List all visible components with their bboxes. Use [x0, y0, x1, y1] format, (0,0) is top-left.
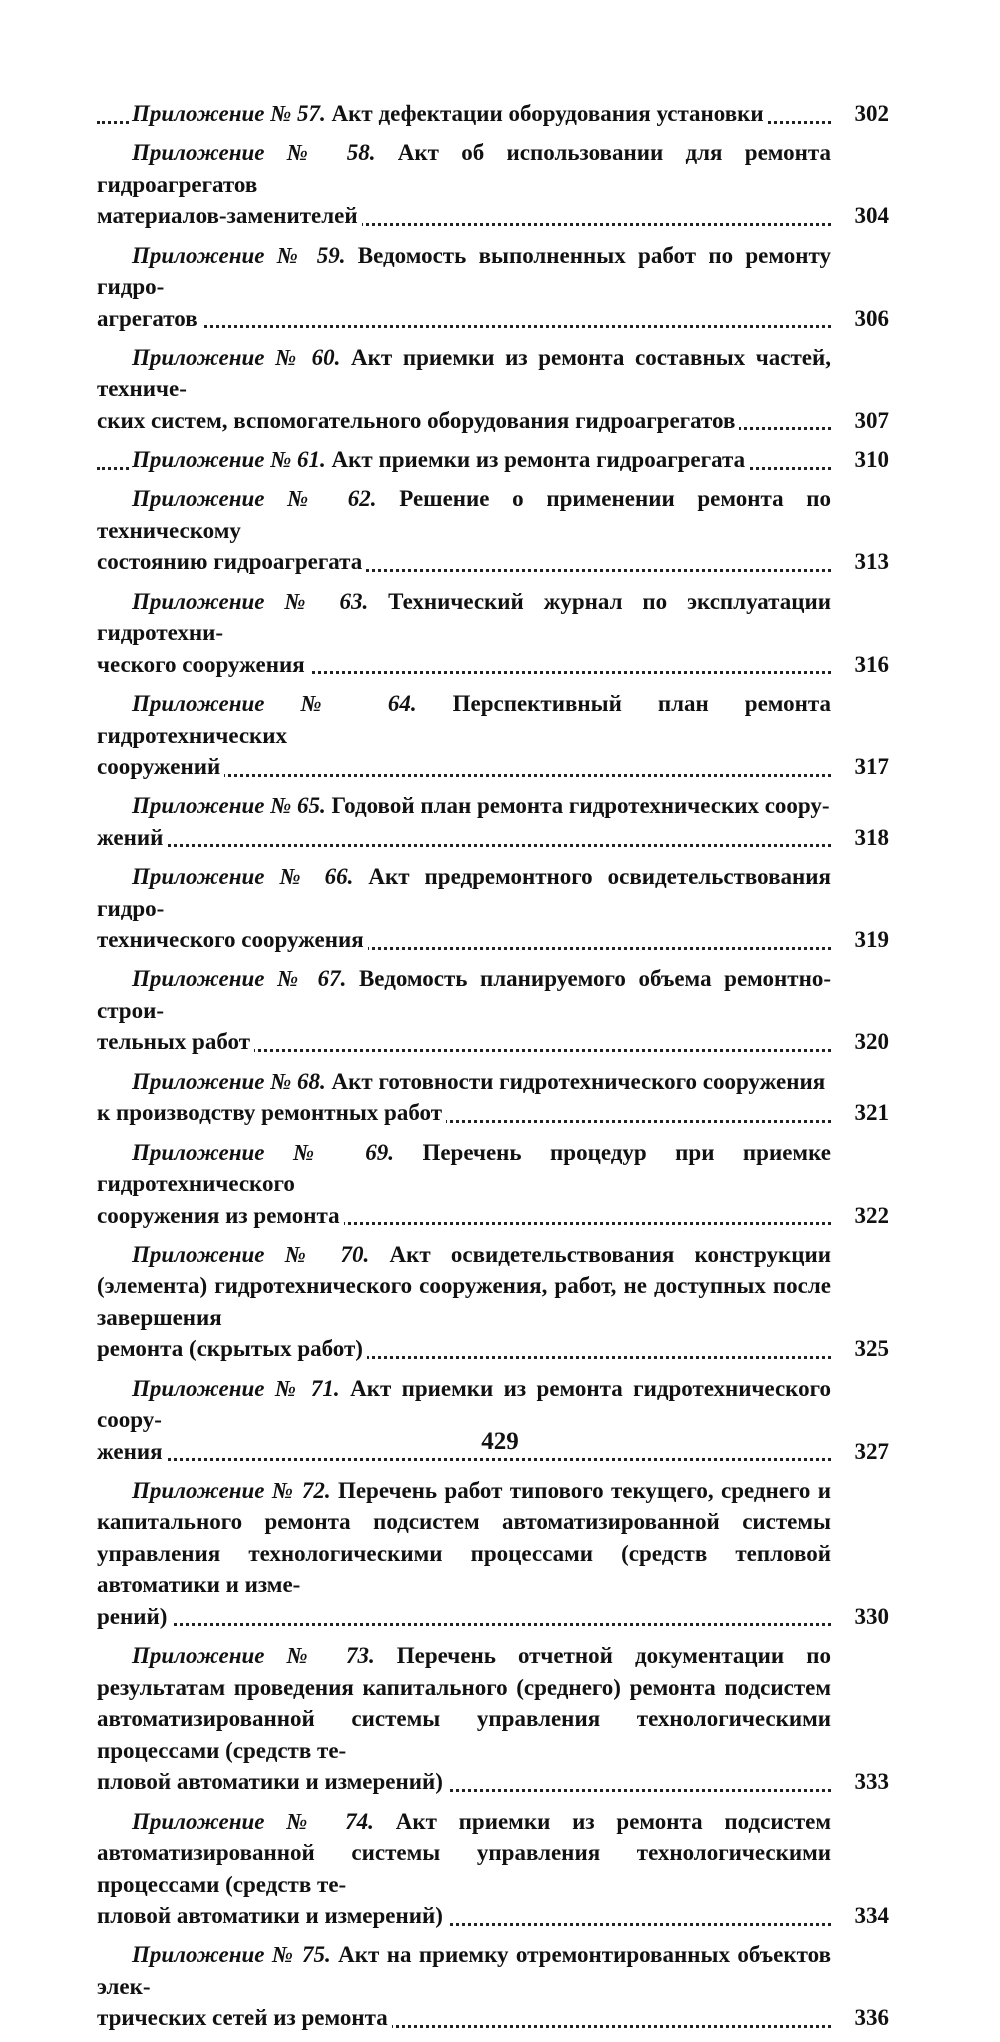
toc-leader-line	[97, 405, 889, 437]
toc-page-number: 319	[854, 927, 889, 953]
toc-page-number: 318	[854, 824, 889, 850]
toc-leader-line	[97, 649, 889, 681]
toc-entry[interactable]	[97, 483, 889, 578]
toc-entry[interactable]	[97, 444, 889, 476]
appendix-title-continuation: агрегатов	[97, 306, 202, 331]
appendix-label: Приложение № 73.	[132, 1643, 375, 1669]
toc-entry[interactable]	[97, 790, 889, 853]
toc-page-number: 333	[854, 1769, 889, 1795]
appendix-title: Годовой план ремонта гидротехнических соору-	[331, 793, 830, 819]
toc-leader-line	[97, 98, 889, 130]
toc-entry-text	[97, 1066, 889, 1098]
toc-page-number: 313	[854, 549, 889, 575]
appendix-title-continuation: жения	[97, 1439, 167, 1464]
appendix-title-continuation: пловой автоматики и измерений)	[97, 1769, 447, 1794]
toc-entry[interactable]	[97, 1137, 889, 1232]
toc-leader-line	[97, 2002, 889, 2034]
appendix-title-continuation: трических сетей из ремонта	[97, 2005, 392, 2030]
toc-leader-line	[97, 1333, 889, 1365]
toc-page-number: 325	[854, 1336, 889, 1362]
dot-leader	[97, 325, 831, 328]
appendix-title: Акт готовности гидротехнического сооружения	[331, 1068, 826, 1094]
toc-page-number: 336	[854, 2005, 889, 2031]
appendix-label: Приложение № 59.	[132, 242, 346, 268]
toc-page-number: 330	[854, 1603, 889, 1629]
appendix-title: Перспективный план ремонта гидротехнических	[97, 691, 831, 748]
appendix-label: Приложение № 62.	[132, 486, 377, 512]
toc-entry[interactable]	[97, 137, 889, 232]
toc-entry-text	[97, 1137, 889, 1200]
toc-entry[interactable]	[97, 1640, 889, 1798]
appendix-title: Перечень отчетной документации по результатам проведения капитального (среднего) ремонта подсистем автоматизированной системы управления технологическими процессами (средств те-	[97, 1643, 831, 1763]
toc-entry-text	[132, 101, 768, 126]
toc-entry-text	[97, 483, 889, 546]
toc-leader-line	[97, 924, 889, 956]
toc-page-number: 317	[854, 754, 889, 780]
appendix-title: Акт приемки из ремонта подсистем автоматизированной системы управления технологическими процессами (средств те-	[97, 1808, 831, 1897]
toc-leader-line	[97, 1200, 889, 1232]
appendix-label: Приложение № 61.	[132, 447, 326, 473]
appendix-title: Акт освидетельствования конструкции (элемента) гидротехнического сооружения, работ, не доступных после завершения	[97, 1241, 832, 1330]
appendix-label: Приложение № 64.	[132, 691, 417, 717]
appendix-title-continuation: технического сооружения	[97, 927, 368, 952]
toc-entry[interactable]	[97, 1066, 889, 1129]
appendix-label: Приложение № 58.	[132, 140, 376, 166]
toc-entry-text	[97, 342, 889, 405]
appendix-label: Приложение № 71.	[132, 1375, 340, 1401]
appendix-title: Перечень процедур при приемке гидротехнического	[97, 1139, 831, 1197]
appendix-title: Акт приемки из ремонта гидротехнического соору-	[97, 1375, 831, 1433]
toc-entry[interactable]	[97, 98, 889, 130]
appendix-title-continuation: ческого сооружения	[97, 652, 309, 677]
toc-page-number: 322	[854, 1202, 889, 1228]
appendix-title-continuation: жений	[97, 825, 167, 850]
appendix-title: Ведомость планируемого объема ремонтно-строи-	[97, 966, 831, 1023]
toc-entry-text	[97, 963, 889, 1026]
toc-entry-text	[97, 137, 889, 200]
appendix-title-continuation: пловой автоматики и измерений)	[97, 1903, 447, 1928]
toc-entry-text	[97, 688, 889, 751]
toc-entry[interactable]	[97, 342, 889, 437]
toc-leader-line	[97, 1026, 889, 1058]
toc-page-number: 327	[854, 1438, 889, 1464]
toc-entry-text	[97, 1475, 889, 1601]
appendix-title: Решение о применении ремонта по техническому	[97, 486, 831, 543]
toc-entry-text	[97, 1640, 889, 1766]
appendix-title: Ведомость выполненных работ по ремонту гидро-	[97, 242, 831, 300]
toc-page-number: 302	[854, 101, 889, 126]
appendix-title: Акт приемки из ремонта гидроагрегата	[331, 447, 746, 473]
appendix-label: Приложение № 69.	[132, 1139, 394, 1165]
appendix-title-continuation: сооружения из ремонта	[97, 1203, 344, 1228]
dot-leader	[97, 1458, 831, 1461]
toc-entry[interactable]	[97, 240, 889, 335]
appendix-label: Приложение № 67.	[132, 966, 347, 992]
toc-entry-text	[132, 447, 749, 472]
toc-entry-text	[97, 1806, 889, 1901]
appendix-title-continuation: состоянию гидроагрегата	[97, 549, 366, 574]
appendix-label: Приложение № 66.	[132, 864, 354, 890]
appendix-title: Акт об использовании для ремонта гидроагрегатов	[97, 140, 831, 197]
appendix-label: Приложение № 60.	[132, 344, 341, 370]
toc-leader-line	[97, 1766, 889, 1798]
dot-leader	[97, 1623, 831, 1626]
appendix-label: Приложение № 65.	[132, 793, 326, 819]
appendix-title-continuation: к производству ремонтных работ	[97, 1100, 446, 1125]
appendix-title: Технический журнал по эксплуатации гидротехни-	[97, 588, 832, 646]
appendix-title-continuation: тельных работ	[97, 1029, 254, 1054]
toc-leader-line	[97, 1601, 889, 1633]
appendix-title: Акт приемки из ремонта составных частей, техниче-	[97, 344, 831, 402]
appendix-label: Приложение № 68.	[132, 1068, 326, 1094]
appendix-title-continuation: ремонта (скрытых работ)	[97, 1336, 367, 1361]
appendix-title: Акт дефектации оборудования установки	[331, 101, 764, 126]
toc-leader-line	[97, 822, 889, 854]
toc-leader-line	[97, 546, 889, 578]
toc-entry[interactable]	[97, 1939, 889, 2034]
toc-page-number: 310	[854, 447, 889, 473]
toc-entry-text	[97, 240, 889, 303]
appendix-title-continuation: сооружений	[97, 754, 224, 779]
appendix-label: Приложение № 70.	[132, 1241, 370, 1267]
toc-entry[interactable]	[97, 1239, 889, 1365]
toc-list	[97, 98, 889, 2042]
appendix-title-continuation: ских систем, вспомогательного оборудования гидроагрегатов	[97, 408, 739, 433]
toc-leader-line	[97, 200, 889, 232]
toc-entry[interactable]	[97, 586, 889, 681]
dot-leader	[97, 844, 831, 847]
toc-entry-text	[97, 586, 889, 649]
toc-leader-line	[97, 303, 889, 335]
toc-entry-text	[97, 1939, 889, 2002]
toc-page-number: 307	[854, 407, 889, 433]
toc-entry[interactable]	[97, 861, 889, 956]
appendix-title: Перечень работ типового текущего, среднего и капитального ремонта подсистем автоматизированной системы управления технологическими процессами (средств тепловой автоматики и изме-	[97, 1477, 831, 1598]
appendix-title-continuation: рений)	[97, 1604, 171, 1629]
toc-entry[interactable]	[97, 1806, 889, 1932]
appendix-label: Приложение № 74.	[132, 1808, 374, 1834]
appendix-label: Приложение № 72.	[132, 1477, 331, 1503]
toc-entry-text	[97, 861, 889, 924]
toc-entry-text	[97, 790, 889, 822]
toc-leader-line	[97, 1900, 889, 1932]
toc-page-number: 304	[854, 203, 889, 229]
appendix-title: Акт на приемку отремонтированных объектов элек-	[97, 1942, 831, 1999]
appendix-title-continuation: материалов-заменителей	[97, 203, 362, 228]
toc-leader-line	[97, 751, 889, 783]
toc-entry[interactable]	[97, 1475, 889, 1633]
toc-page-number: 316	[854, 651, 889, 677]
appendix-label: Приложение № 57.	[132, 101, 326, 126]
appendix-label: Приложение № 63.	[132, 588, 369, 614]
toc-page-number: 334	[854, 1903, 889, 1929]
toc-leader-line	[97, 1097, 889, 1129]
toc-entry-text	[97, 1373, 889, 1436]
toc-leader-line	[97, 444, 889, 476]
toc-page-number: 320	[854, 1029, 889, 1055]
appendix-title: Акт предремонтного освидетельствования гидро-	[97, 864, 831, 921]
toc-entry[interactable]	[97, 963, 889, 1058]
toc-entry[interactable]	[97, 688, 889, 783]
appendix-label: Приложение № 75.	[132, 1942, 331, 1968]
toc-entry-text	[97, 1239, 889, 1334]
toc-page-number: 306	[854, 305, 889, 331]
toc-page-number: 321	[854, 1100, 889, 1126]
page-number: 429	[481, 1428, 519, 1455]
